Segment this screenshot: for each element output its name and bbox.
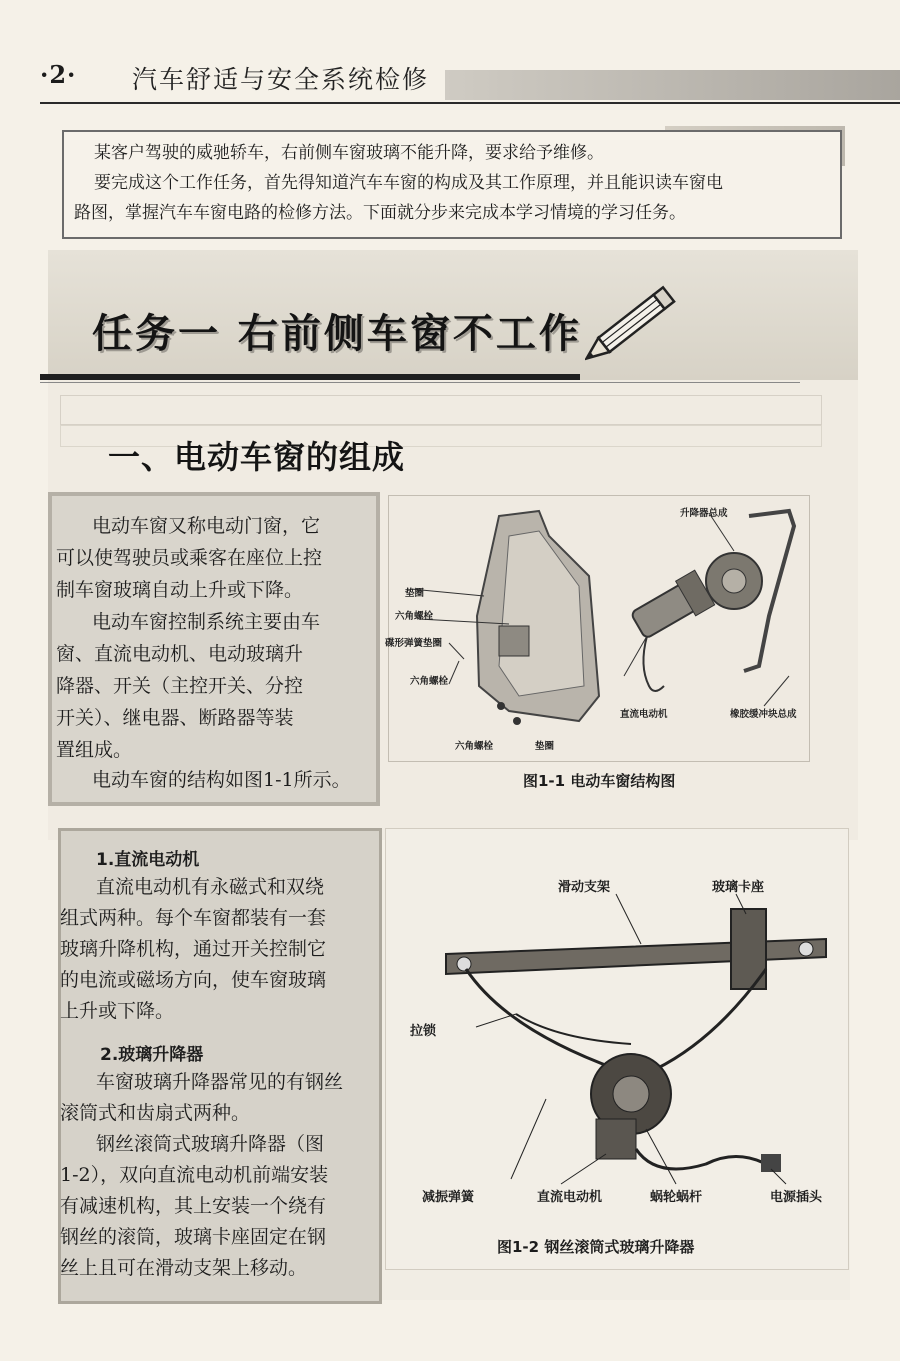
section-heading: 一、电动车窗的组成	[108, 438, 406, 476]
intro-line: 电动车窗控制系统主要由车	[92, 611, 321, 633]
label-power-plug: 电源插头	[770, 1190, 823, 1205]
subsection-1-heading: 1.直流电动机	[96, 850, 200, 870]
label-hex-bolt: 六角螺栓	[395, 611, 434, 622]
subsection-2-line: 车窗玻璃升降器常见的有钢丝	[96, 1071, 344, 1093]
intro-line: 开关）、继电器、断路器等装	[56, 707, 294, 729]
figure-1-frame	[388, 495, 810, 762]
page-number: ·2·	[40, 60, 77, 89]
figure-2-caption: 图1-2 钢丝滚筒式玻璃升降器	[497, 1238, 695, 1256]
label-glass-holder: 玻璃卡座	[712, 880, 765, 895]
background-grid-row	[60, 395, 822, 425]
subsection-2-line: 钢丝的滚筒，玻璃卡座固定在钢	[60, 1226, 327, 1248]
intro-line: 降器、开关（主控开关、分控	[56, 675, 304, 697]
learning-context-box	[62, 130, 842, 239]
subsection-2-line: 丝上且可在滑动支架上移动。	[60, 1257, 308, 1279]
task-rule-thin	[40, 382, 800, 383]
figure-1-caption: 图1-1 电动车窗结构图	[523, 772, 676, 790]
pencil-icon	[585, 268, 695, 368]
intro-line: 窗、直流电动机、电动玻璃升	[56, 643, 304, 665]
header-bar	[445, 70, 900, 100]
intro-line: 置组成。	[56, 739, 133, 761]
intro-line: 制车窗玻璃自动上升或下降。	[56, 579, 304, 601]
subsection-2-line: 有减速机构，其上安装一个绕有	[60, 1195, 327, 1217]
label-cable: 拉锁	[410, 1024, 437, 1039]
label-worm-gear: 蜗轮蜗杆	[650, 1190, 703, 1205]
label-washer: 垫圈	[535, 741, 555, 752]
label-slide-bracket: 滑动支架	[558, 880, 611, 895]
subsection-1-line: 直流电动机有永磁式和双绕	[96, 876, 325, 898]
label-dc-motor: 直流电动机	[537, 1190, 603, 1205]
task-rule	[40, 374, 580, 380]
label-hex-bolt: 六角螺栓	[455, 741, 494, 752]
subsection-1-line: 的电流或磁场方向，使车窗玻璃	[60, 969, 327, 991]
label-rubber-buffer: 橡胶缓冲块总成	[730, 709, 797, 720]
subsection-1-line: 玻璃升降机构，通过开关控制它	[60, 938, 327, 960]
book-title: 汽车舒适与安全系统检修	[132, 65, 430, 94]
label-washer: 垫圈	[405, 588, 425, 599]
label-regulator-assembly: 升降器总成	[680, 508, 728, 519]
intro-line: 可以使驾驶员或乘客在座位上控	[56, 547, 323, 569]
subsection-2-line: 1-2），双向直流电动机前端安装	[60, 1164, 329, 1186]
subsection-2-line: 滚筒式和齿扇式两种。	[60, 1102, 251, 1124]
label-hex-bolt: 六角螺栓	[410, 676, 449, 687]
intro-line: 电动车窗又称电动门窗，它	[92, 515, 321, 537]
label-disc-spring-washer: 碟形弹簧垫圈	[385, 638, 443, 649]
power-window-structure-illustration	[389, 496, 809, 761]
intro-line: 电动车窗的结构如图1-1所示。	[92, 769, 351, 791]
context-line: 路图，掌握汽车车窗电路的检修方法。下面就分步来完成本学习情境的学习任务。	[74, 203, 686, 223]
header-rule	[40, 102, 900, 104]
subsection-1-line: 组式两种。每个车窗都装有一套	[60, 907, 327, 929]
label-damping-spring: 减振弹簧	[422, 1190, 475, 1205]
subsection-2-heading: 2.玻璃升降器	[100, 1045, 204, 1065]
subsection-2-line: 钢丝滚筒式玻璃升降器（图	[96, 1133, 325, 1155]
task-title: 任务一 右前侧车窗不工作	[92, 310, 582, 357]
label-dc-motor: 直流电动机	[620, 709, 668, 720]
context-line: 某客户驾驶的威驰轿车，右前侧车窗玻璃不能升降，要求给予维修。	[94, 143, 604, 163]
context-line: 要完成这个工作任务，首先得知道汽车车窗的构成及其工作原理，并且能识读车窗电	[94, 173, 723, 193]
subsection-1-line: 上升或下降。	[60, 1000, 175, 1022]
